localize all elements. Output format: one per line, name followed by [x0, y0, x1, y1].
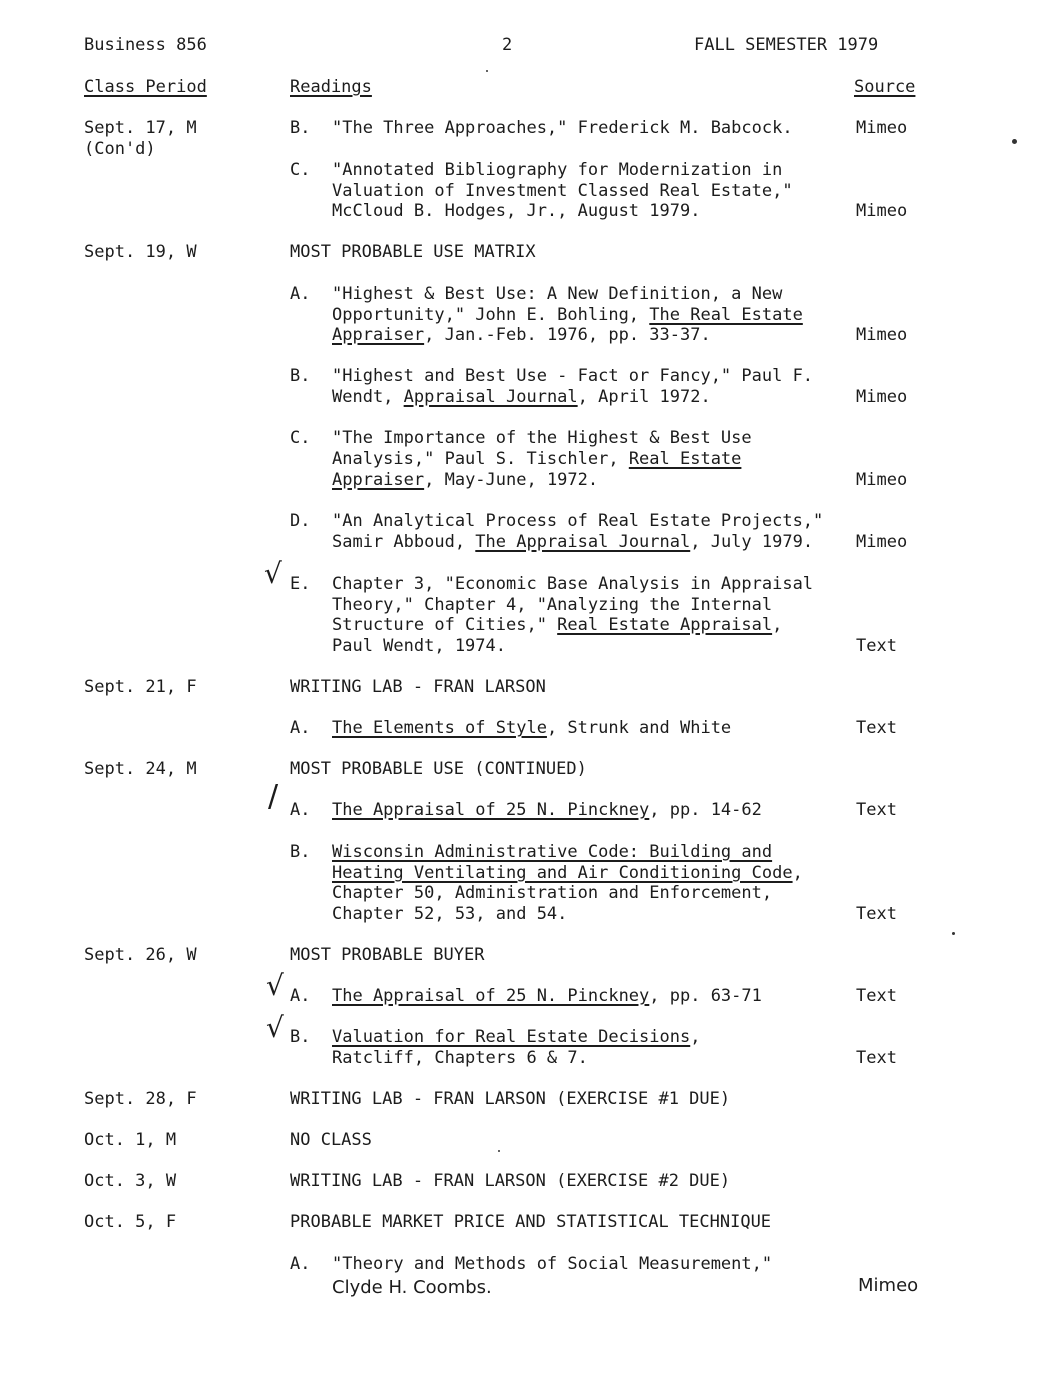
- reading-text: Ratcliff, Chapters 6 & 7.: [332, 1048, 588, 1068]
- reading-text: The Appraisal of 25 N. Pinckney, pp. 63-71: [332, 986, 762, 1006]
- reading-text: "Highest & Best Use: A New Definition, a New: [332, 284, 783, 304]
- reading-letter: A.: [290, 800, 311, 820]
- reading-source: Text: [856, 986, 897, 1006]
- reading-text: Wendt, Appraisal Journal, April 1972.: [332, 387, 711, 407]
- class-topic: WRITING LAB - FRAN LARSON (EXERCISE #1 DUE): [290, 1089, 731, 1109]
- reading-text: Appraiser, May-June, 1972.: [332, 470, 599, 490]
- semester-label: FALL SEMESTER 1979: [694, 35, 879, 55]
- reading-text: "Annotated Bibliography for Modernization in: [332, 160, 783, 180]
- reading-source: Mimeo: [856, 201, 908, 221]
- reading-letter: C.: [290, 428, 311, 448]
- class-date: Sept. 24, M: [84, 759, 197, 779]
- class-date: Sept. 28, F: [84, 1089, 197, 1109]
- reading-source: Text: [856, 800, 897, 820]
- class-topic: WRITING LAB - FRAN LARSON: [290, 677, 546, 697]
- reading-source: Mimeo: [858, 1275, 919, 1296]
- reading-text: Heating Ventilating and Air Conditioning Code,: [332, 863, 803, 883]
- reading-title: Heating Ventilating and Air Conditioning Code: [332, 863, 793, 883]
- reading-letter: D.: [290, 511, 311, 531]
- reading-text: Opportunity," John E. Bohling, The Real Estate: [332, 305, 803, 325]
- column-header-source: Source: [854, 77, 916, 97]
- column-header-class-period: Class Period: [84, 77, 207, 97]
- page-number: 2: [502, 35, 513, 55]
- reading-title: The Appraisal of 25 N. Pinckney: [332, 986, 650, 1006]
- class-date: Sept. 17, M: [84, 118, 197, 138]
- reading-letter: B.: [290, 842, 311, 862]
- reading-title: The Elements of Style: [332, 718, 547, 738]
- reading-text: "Highest and Best Use - Fact or Fancy," Paul F.: [332, 366, 814, 386]
- scan-speck: [1012, 139, 1017, 144]
- reading-text: Analysis," Paul S. Tischler, Real Estate: [332, 449, 742, 469]
- reading-letter: B.: [290, 1027, 311, 1047]
- reading-letter: C.: [290, 160, 311, 180]
- class-topic: NO CLASS: [290, 1130, 372, 1150]
- reading-text: Clyde H. Coombs.: [332, 1277, 492, 1298]
- reading-title: The Real Estate: [649, 305, 803, 325]
- reading-text: Samir Abboud, The Appraisal Journal, July 1979.: [332, 532, 814, 552]
- reading-text: Appraiser, Jan.-Feb. 1976, pp. 33-37.: [332, 325, 711, 345]
- reading-title: Appraisal Journal: [403, 387, 578, 407]
- reading-text: Theory," Chapter 4, "Analyzing the Internal: [332, 595, 773, 615]
- reading-text: Valuation for Real Estate Decisions,: [332, 1027, 701, 1047]
- reading-text: "An Analytical Process of Real Estate Projects,": [332, 511, 824, 531]
- reading-source: Mimeo: [856, 470, 908, 490]
- class-date-note: (Con'd): [84, 139, 156, 159]
- reading-text: The Appraisal of 25 N. Pinckney, pp. 14-62: [332, 800, 762, 820]
- reading-letter: A.: [290, 284, 311, 304]
- class-date: Sept. 26, W: [84, 945, 197, 965]
- reading-source: Text: [856, 1048, 897, 1068]
- reading-title: Appraiser: [332, 325, 425, 345]
- class-topic: MOST PROBABLE USE MATRIX: [290, 242, 536, 262]
- reading-text: "Theory and Methods of Social Measurement,": [332, 1254, 773, 1274]
- reading-text: McCloud B. Hodges, Jr., August 1979.: [332, 201, 701, 221]
- reading-letter: A.: [290, 1254, 311, 1274]
- reading-text: "The Three Approaches," Frederick M. Babcock.: [332, 118, 793, 138]
- reading-title: Appraiser: [332, 470, 425, 490]
- scan-speck: [486, 70, 488, 72]
- reading-title: The Appraisal Journal: [475, 532, 691, 552]
- reading-letter: E.: [290, 574, 311, 594]
- class-date: Sept. 21, F: [84, 677, 197, 697]
- reading-letter: A.: [290, 986, 311, 1006]
- reading-source: Mimeo: [856, 387, 908, 407]
- checkmark-icon: √: [266, 1011, 284, 1044]
- reading-title: Real Estate Appraisal: [557, 615, 773, 635]
- class-date: Oct. 3, W: [84, 1171, 177, 1191]
- reading-text: "The Importance of the Highest & Best Use: [332, 428, 752, 448]
- reading-title: Wisconsin Administrative Code: Building and: [332, 842, 773, 862]
- reading-source: Mimeo: [856, 118, 908, 138]
- reading-letter: A.: [290, 718, 311, 738]
- reading-letter: B.: [290, 366, 311, 386]
- course-name: Business 856: [84, 35, 207, 55]
- reading-text: Chapter 50, Administration and Enforcement,: [332, 883, 773, 903]
- class-topic: WRITING LAB - FRAN LARSON (EXERCISE #2 DUE): [290, 1171, 731, 1191]
- reading-text: Chapter 52, 53, and 54.: [332, 904, 568, 924]
- reading-source: Text: [856, 636, 897, 656]
- reading-source: Text: [856, 904, 897, 924]
- checkmark-icon: √: [266, 969, 284, 1002]
- reading-source: Mimeo: [856, 532, 908, 552]
- reading-text: Chapter 3, "Economic Base Analysis in Appraisal: [332, 574, 814, 594]
- reading-text: The Elements of Style, Strunk and White: [332, 718, 732, 738]
- class-topic: MOST PROBABLE BUYER: [290, 945, 485, 965]
- scan-speck: [952, 932, 955, 935]
- scan-speck: [498, 1150, 500, 1152]
- class-date: Oct. 1, M: [84, 1130, 177, 1150]
- reading-title: Valuation for Real Estate Decisions: [332, 1027, 691, 1047]
- column-header-readings: Readings: [290, 77, 372, 97]
- reading-source: Text: [856, 718, 897, 738]
- reading-letter: B.: [290, 118, 311, 138]
- class-date: Sept. 19, W: [84, 242, 197, 262]
- reading-text: Structure of Cities," Real Estate Appraisal,: [332, 615, 783, 635]
- class-topic: PROBABLE MARKET PRICE AND STATISTICAL TECHNIQUE: [290, 1212, 772, 1232]
- reading-text: Paul Wendt, 1974.: [332, 636, 506, 656]
- checkmark-icon: √: [264, 557, 282, 590]
- class-topic: MOST PROBABLE USE (CONTINUED): [290, 759, 587, 779]
- class-date: Oct. 5, F: [84, 1212, 177, 1232]
- reading-title: Real Estate: [628, 449, 742, 469]
- reading-source: Mimeo: [856, 325, 908, 345]
- reading-text: Valuation of Investment Classed Real Estate,": [332, 181, 793, 201]
- checkmark-icon: /: [268, 779, 279, 814]
- reading-title: The Appraisal of 25 N. Pinckney: [332, 800, 650, 820]
